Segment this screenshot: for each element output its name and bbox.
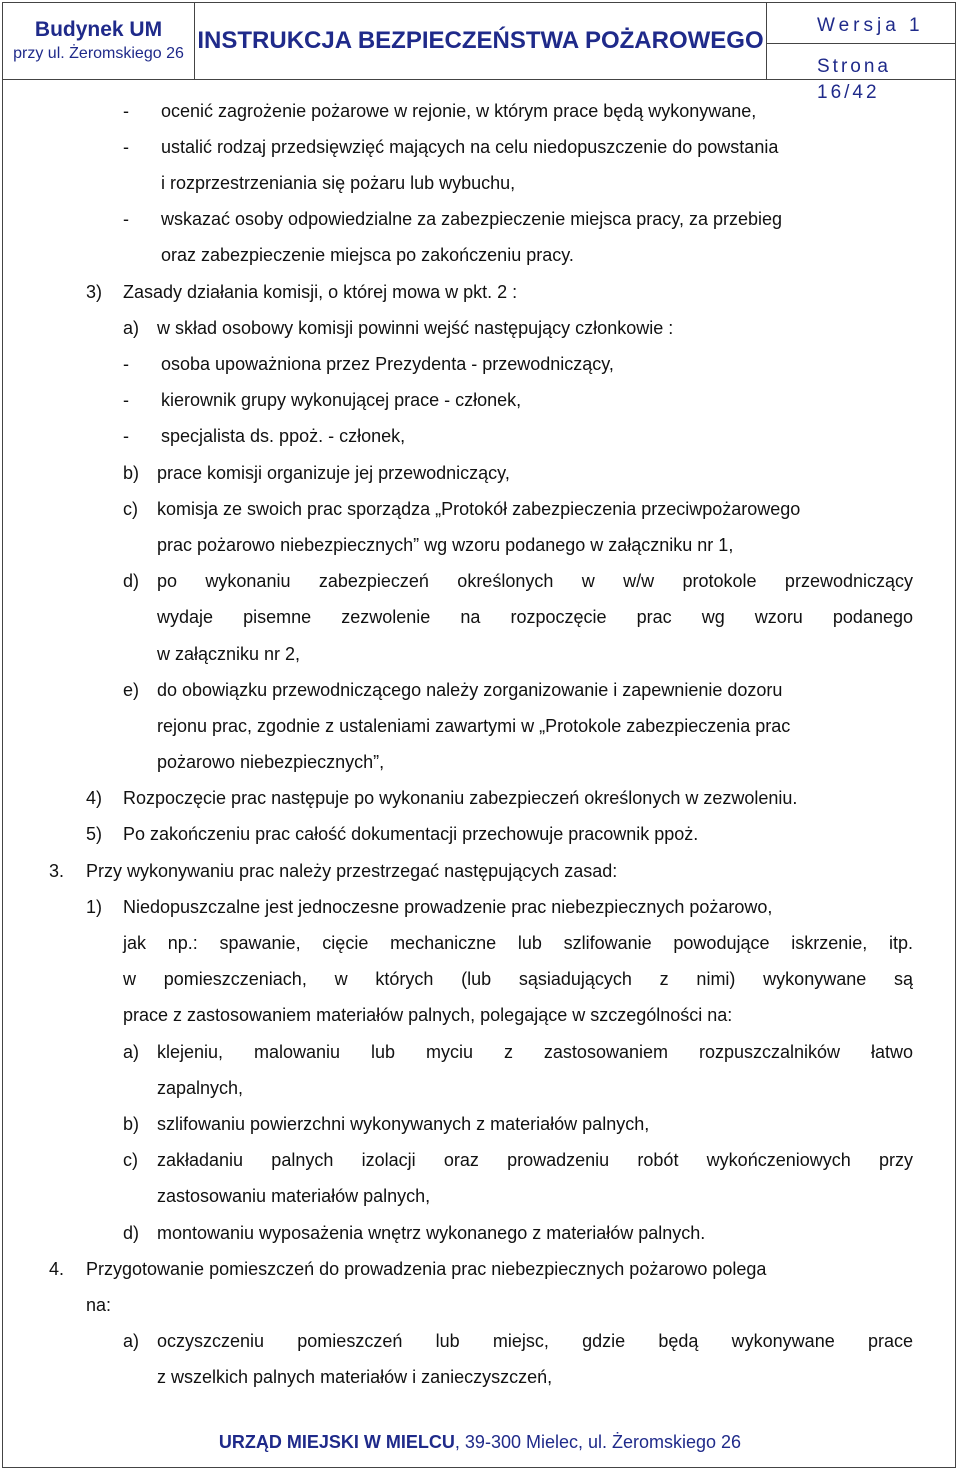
text-line	[86, 1293, 111, 1317]
line-marker: -	[123, 101, 129, 121]
line-text: wydaje pisemne zezwolenie na rozpoczęcie prac wg wzoru podanego	[157, 607, 913, 627]
line-text: Przy wykonywaniu prac należy przestrzegać następujących zasad:	[86, 861, 618, 881]
line-text: oczyszczeniu pomieszczeń lub miejsc, gdzie będą wykonywane prace	[157, 1331, 913, 1351]
text-line	[123, 967, 913, 991]
text-line	[123, 1148, 913, 1172]
text-line	[157, 750, 384, 774]
text-line	[123, 931, 913, 955]
line-marker: e)	[123, 680, 140, 700]
line-text: Po zakończeniu prac całość dokumentacji przechowuje pracownik ppoż.	[123, 824, 699, 844]
text-line	[157, 533, 733, 557]
text-line	[49, 859, 617, 883]
header-building	[3, 3, 195, 79]
line-text: klejeniu, malowaniu lub myciu z zastosowaniem rozpuszczalników łatwo	[157, 1042, 913, 1062]
line-marker: -	[123, 137, 129, 157]
line-marker: c)	[123, 499, 138, 519]
text-line	[157, 714, 790, 738]
line-marker: 5)	[86, 824, 103, 844]
line-marker: b)	[123, 463, 140, 483]
text-line	[157, 605, 913, 629]
text-line	[157, 642, 300, 666]
header-title-cell	[195, 3, 767, 79]
text-line	[123, 1329, 913, 1353]
line-text: pożarowo niebezpiecznych”,	[157, 752, 385, 772]
line-text: w załączniku nr 2,	[157, 644, 301, 664]
line-marker: d)	[123, 1223, 140, 1243]
page-header	[2, 2, 956, 103]
building-address: przy ul. Żeromskiego 26	[13, 45, 184, 62]
text-line	[157, 1076, 243, 1100]
page-footer	[0, 1432, 960, 1453]
text-line	[123, 1221, 705, 1245]
line-text: ustalić rodzaj przedsięwzięć mających na celu niedopuszczenie do powstania	[161, 137, 779, 157]
text-line	[157, 1365, 552, 1389]
line-marker: d)	[123, 571, 140, 591]
text-line	[86, 786, 797, 810]
text-line	[123, 352, 614, 376]
line-marker: c)	[123, 1150, 138, 1170]
page-number: Strona 16/42	[817, 56, 891, 103]
line-text: wskazać osoby odpowiedzialne za zabezpieczenie miejsca pracy, za przebieg	[161, 209, 782, 229]
line-text: zakładaniu palnych izolacji oraz prowadzeniu robót wykończeniowych przy	[157, 1150, 913, 1170]
line-marker: 4)	[86, 788, 103, 808]
line-marker: -	[123, 426, 129, 446]
line-text: prace z zastosowaniem materiałów palnych, polegające w szczególności na:	[123, 1005, 733, 1025]
line-marker: a)	[123, 1331, 140, 1351]
line-marker: 1)	[86, 897, 103, 917]
line-text: Niedopuszczalne jest jednoczesne prowadzenie prac niebezpiecznych pożarowo,	[123, 897, 773, 917]
line-text: specjalista ds. ppoż. - członek,	[161, 426, 406, 446]
text-line	[161, 243, 574, 267]
text-line	[123, 135, 778, 159]
text-line	[123, 316, 673, 340]
text-line	[123, 461, 510, 485]
line-text: szlifowaniu powierzchni wykonywanych z materiałów palnych,	[157, 1114, 650, 1134]
line-text: Zasady działania komisji, o której mowa w pkt. 2 :	[123, 282, 518, 302]
line-text: komisja ze swoich prac sporządza „Protokół zabezpieczenia przeciwpożarowego	[157, 499, 801, 519]
version-label: Wersja 1	[817, 15, 924, 36]
text-line	[123, 569, 913, 593]
line-text: prac pożarowo niebezpiecznych” wg wzoru podanego w załączniku nr 1,	[157, 535, 734, 555]
header-divider	[767, 43, 955, 44]
building-name: Budynek UM	[34, 18, 163, 41]
text-line	[123, 424, 405, 448]
line-text: po wykonaniu zabezpieczeń określonych w w/w protokole przewodniczący	[157, 571, 913, 591]
line-text: Rozpoczęcie prac następuje po wykonaniu zabezpieczeń określonych w zezwoleniu.	[123, 788, 798, 808]
line-marker: a)	[123, 318, 140, 338]
line-text: rejonu prac, zgodnie z ustaleniami zawartymi w „Protokole zabezpieczenia prac	[157, 716, 791, 736]
line-marker: -	[123, 209, 129, 229]
line-marker: b)	[123, 1114, 140, 1134]
line-text: z wszelkich palnych materiałów i zanieczyszczeń,	[157, 1367, 553, 1387]
text-line	[123, 1040, 913, 1064]
line-text: oraz zabezpieczenie miejsca po zakończeniu pracy.	[161, 245, 574, 265]
text-line	[157, 1184, 430, 1208]
text-line	[123, 1112, 649, 1136]
line-text: kierownik grupy wykonującej prace - członek,	[161, 390, 522, 410]
line-marker: -	[123, 390, 129, 410]
line-text: prace komisji organizuje jej przewodniczący,	[157, 463, 510, 483]
line-text: i rozprzestrzeniania się pożaru lub wybuchu,	[161, 173, 516, 193]
line-marker: 3)	[86, 282, 103, 302]
text-line	[123, 497, 800, 521]
line-marker: 3.	[49, 861, 65, 881]
line-marker: a)	[123, 1042, 140, 1062]
text-line	[123, 678, 782, 702]
text-line	[123, 99, 756, 123]
text-line	[86, 822, 698, 846]
text-line	[123, 388, 521, 412]
line-text: zastosowaniu materiałów palnych,	[157, 1186, 431, 1206]
line-text: ocenić zagrożenie pożarowe w rejonie, w którym prace będą wykonywane,	[161, 101, 757, 121]
text-line	[123, 207, 782, 231]
header-meta	[767, 3, 955, 103]
text-line	[49, 1257, 766, 1281]
text-line	[161, 171, 515, 195]
footer-address: , 39-300 Mielec, ul. Żeromskiego 26	[454, 1432, 742, 1452]
text-line	[86, 895, 772, 919]
line-text: na:	[86, 1295, 112, 1315]
text-line	[86, 280, 517, 304]
line-text: w pomieszczeniach, w których (lub sąsiadujących z nimi) wykonywane są	[123, 969, 913, 989]
footer-office: URZĄD MIEJSKI W MIELCU	[218, 1432, 455, 1452]
line-text: osoba upoważniona przez Prezydenta - przewodniczący,	[161, 354, 614, 374]
line-text: w skład osobowy komisji powinni wejść następujący członkowie :	[157, 318, 674, 338]
line-text: montowaniu wyposażenia wnętrz wykonanego z materiałów palnych.	[157, 1223, 706, 1243]
text-line	[123, 1003, 732, 1027]
line-marker: 4.	[49, 1259, 65, 1279]
document-title: INSTRUKCJA BEZPIECZEŃSTWA POŻAROWEGO	[197, 27, 764, 54]
line-text: zapalnych,	[157, 1078, 244, 1098]
line-text: do obowiązku przewodniczącego należy zorganizowanie i zapewnienie dozoru	[157, 680, 783, 700]
line-text: jak np.: spawanie, cięcie mechaniczne lub szlifowanie powodujące iskrzenie, itp.	[123, 933, 913, 953]
line-marker: -	[123, 354, 129, 374]
line-text: Przygotowanie pomieszczeń do prowadzenia prac niebezpiecznych pożarowo polega	[86, 1259, 767, 1279]
